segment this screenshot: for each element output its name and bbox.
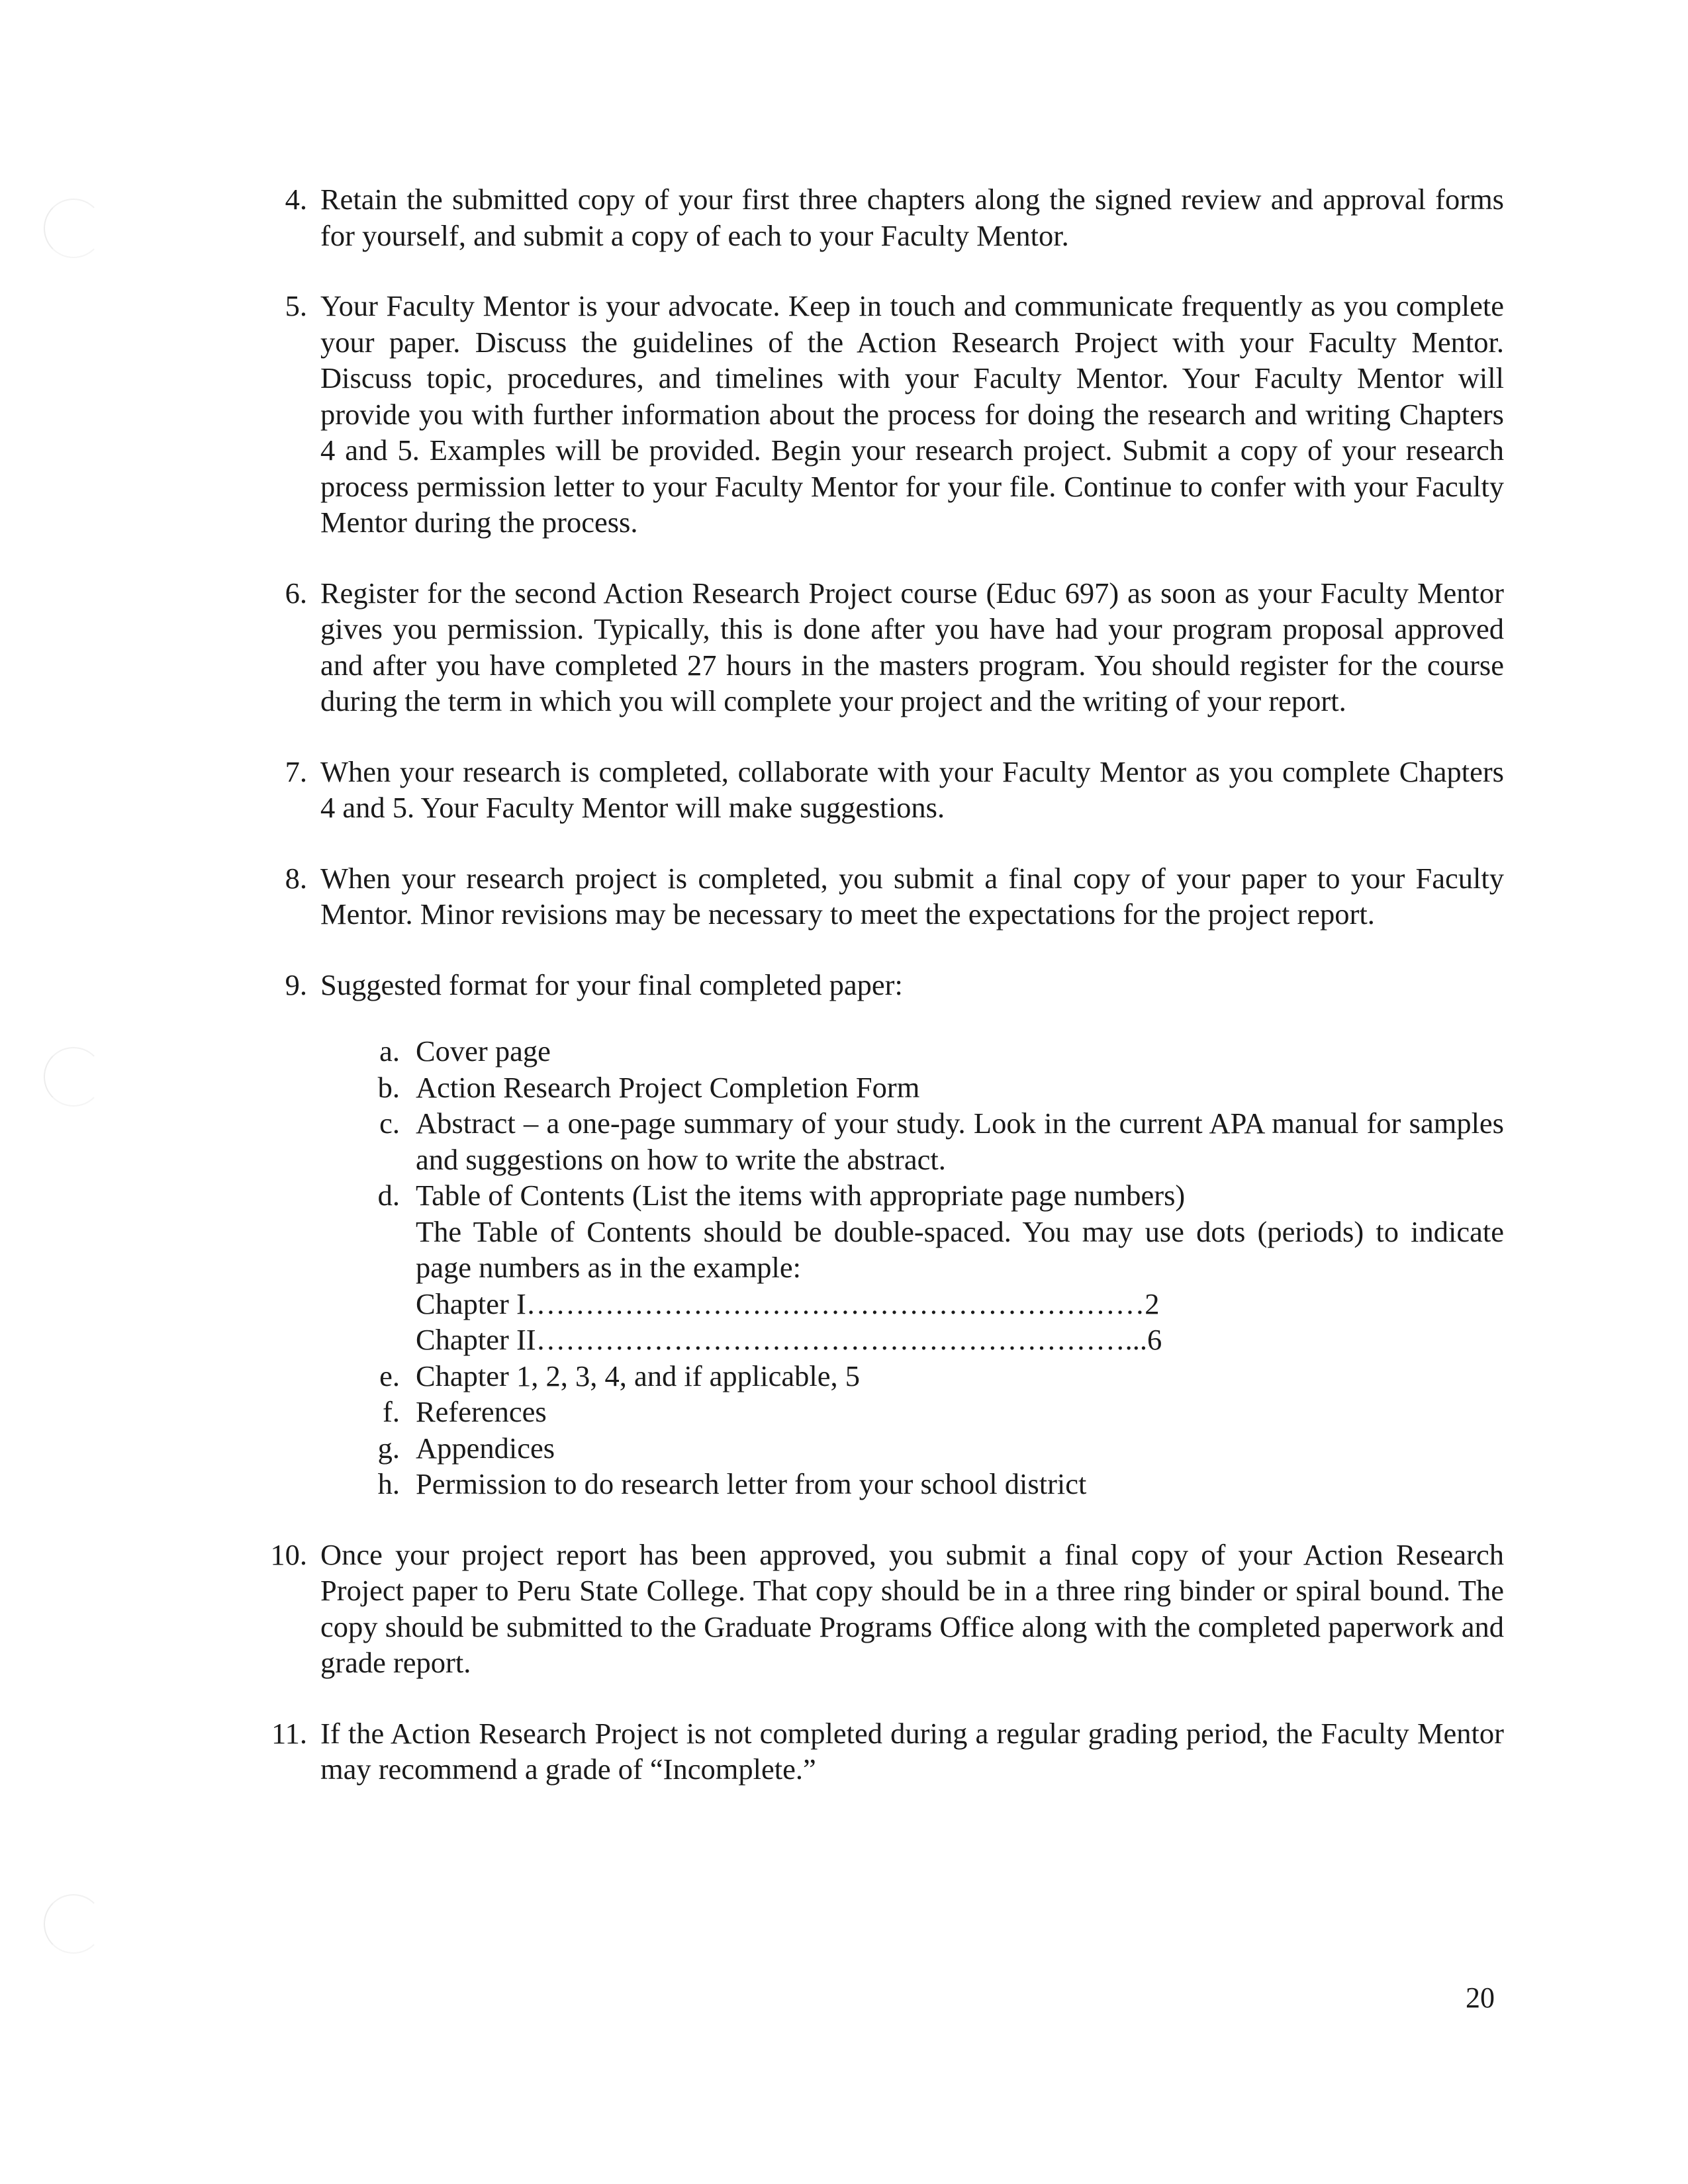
list-item-number: 5. [285,289,307,322]
format-item-chapters [379,1358,1504,1394]
format-item-letter: g. [377,1431,400,1465]
format-item-appendices [377,1430,1504,1467]
toc-note: The Table of Contents should be double-spaced. You may use dots (periods) to indicate page numbers as in the example: [416,1214,1504,1284]
list-item-11 [267,1715,1504,1788]
binder-hole-bottom [44,1894,103,1954]
list-item-number: 8. [285,861,307,895]
format-item-completion-form [377,1069,1504,1106]
format-item-text: Chapter 1, 2, 3, 4, and if applicable, 5 [416,1359,861,1392]
list-item-text: Register for the second Action Research Project course (Educ 697) as soon as your Faculty Mentor gives you permission. Typically, this is done after you have had your program proposal approved and after you have completed 27 hours in the masters program. You should register for the course during the term in which you will complete your project and the writing of your report. [320,576,1504,717]
list-item-text: Suggested format for your final completed paper: [320,968,903,1001]
list-item-number: 4. [285,183,307,216]
list-item-text: If the Action Research Project is not completed during a regular grading period, the Faculty Mentor may recommend a grade of “Incomplete.” [320,1716,1504,1786]
format-item-permission-letter [377,1466,1504,1502]
format-item-cover-page [379,1033,1504,1069]
format-item-text: Cover page [416,1034,551,1068]
list-item-8 [267,860,1504,933]
list-item-10 [267,1537,1504,1681]
format-item-text: Abstract – a one-page summary of your study. Look in the current APA manual for samples and suggestions on how to write the abstract. [416,1107,1504,1176]
toc-example-line [416,1322,1253,1358]
toc-example-line [416,1286,1253,1322]
paper-format-list [320,1033,1504,1502]
list-item-text: Your Faculty Mentor is your advocate. Keep in touch and communicate frequently as you complete your paper. Discuss the guidelines of the Action Research Project with your Faculty Mentor. Discuss topic, procedures, and timelines with your Faculty Mentor. Your Faculty Mentor will provide you with further information about the process for doing the research and writing Chapters 4 and 5. Examples will be provided. Begin your research project. Submit a copy of your research process permission letter to your Faculty Mentor for your file. Continue to confer with your Faculty Mentor during the process. [320,289,1504,539]
list-item-6 [267,575,1504,719]
list-item-text: Retain the submitted copy of your first three chapters along the signed review and approval forms for yourself, and submit a copy of each to your Faculty Mentor. [320,183,1504,252]
list-item-number: 9. [285,968,307,1001]
list-item-number: 7. [285,754,307,788]
format-item-text: Appendices [416,1431,555,1465]
format-item-letter: e. [379,1359,400,1392]
list-item-4 [267,181,1504,253]
format-item-text: References [416,1395,547,1428]
format-item-text: Action Research Project Completion Form [416,1070,920,1104]
format-item-letter: c. [379,1107,400,1140]
binder-hole-top [44,199,103,258]
format-item-letter: d. [377,1179,400,1212]
list-item-text: When your research project is completed, you submit a final copy of your paper to your Faculty Mentor. Minor revisions may be necessary to meet the expectations for the project report. [320,861,1504,931]
toc-example-chapter-2: Chapter II……………………………………………………...6 [416,1323,1162,1356]
list-item-number: 11. [271,1716,307,1750]
format-item-abstract [379,1105,1504,1177]
list-item-5 [267,288,1504,541]
binder-hole-middle [44,1047,103,1107]
format-item-table-of-contents [377,1177,1504,1358]
format-item-references [383,1394,1504,1430]
list-item-number: 6. [285,576,307,610]
list-item-text: Once your project report has been approved, you submit a final copy of your Action Research Project paper to Peru State College. That copy should be in a three ring binder or spiral bound. The copy should be submitted to the Graduate Programs Office along with the completed paperwork and grade report. [320,1537,1504,1679]
format-item-letter: a. [379,1034,400,1068]
page-number: 20 [1466,1981,1495,2014]
list-item-number: 10. [270,1537,307,1571]
instruction-list [267,181,1504,1788]
list-item-7 [267,754,1504,826]
format-item-text: Table of Contents (List the items with appropriate page numbers) [416,1179,1186,1212]
list-item-text: When your research is completed, collaborate with your Faculty Mentor as you complete Chapters 4 and 5. Your Faculty Mentor will make suggestions. [320,754,1504,824]
toc-example-chapter-1: Chapter I………………………………………………………2 [416,1287,1160,1320]
format-item-letter: f. [383,1395,400,1428]
list-item-9 [267,967,1504,1502]
format-item-letter: h. [377,1467,400,1500]
format-item-text: Permission to do research letter from your school district [416,1467,1087,1500]
format-item-letter: b. [377,1070,400,1104]
